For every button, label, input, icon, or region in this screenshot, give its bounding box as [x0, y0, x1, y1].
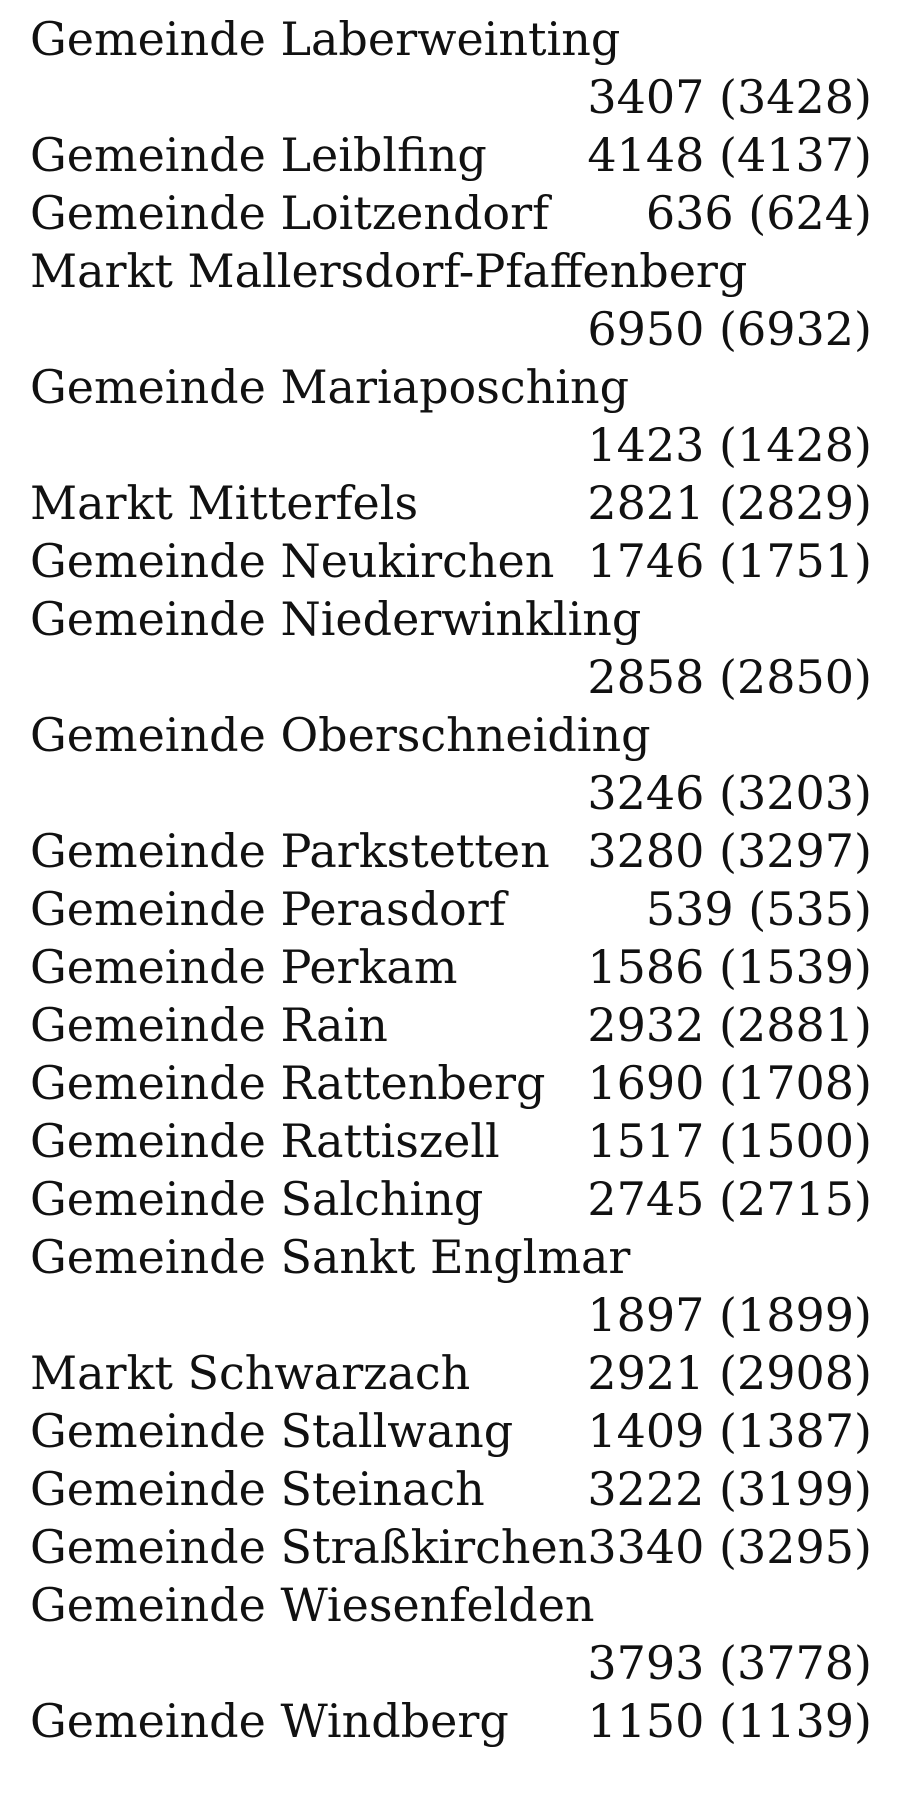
municipality-name: Gemeinde Rattenberg: [30, 1056, 546, 1110]
municipality-name: Gemeinde Parkstetten: [30, 824, 550, 878]
population-value: 3246 (3203): [587, 766, 872, 820]
municipality-name: Gemeinde Rattiszell: [30, 1114, 500, 1168]
list-item: [30, 358, 872, 416]
list-item: [30, 938, 872, 996]
municipality-name: Gemeinde Perasdorf: [30, 882, 506, 936]
population-value: 1586 (1539): [587, 940, 872, 994]
list-item: [30, 1402, 872, 1460]
municipality-name: Gemeinde Stallwang: [30, 1404, 514, 1458]
list-item: [30, 1112, 872, 1170]
list-item: [30, 1692, 872, 1750]
list-item: [30, 242, 872, 300]
municipality-name: Gemeinde Sankt Englmar: [30, 1230, 631, 1284]
population-value: 2932 (2881): [587, 998, 872, 1052]
municipality-name: Markt Mitterfels: [30, 476, 419, 530]
municipality-name: Gemeinde Perkam: [30, 940, 458, 994]
population-value: 1517 (1500): [587, 1114, 872, 1168]
municipality-name: Gemeinde Loitzendorf: [30, 186, 550, 240]
population-value: 1746 (1751): [587, 534, 872, 588]
population-value: 6950 (6932): [587, 302, 872, 356]
municipality-name: Gemeinde Rain: [30, 998, 388, 1052]
municipality-population-list: [30, 10, 872, 1750]
population-value: 2858 (2850): [587, 650, 872, 704]
population-value: 4148 (4137): [587, 128, 872, 182]
population-value: 2821 (2829): [587, 476, 872, 530]
list-item: [30, 10, 872, 68]
population-value: 1150 (1139): [587, 1694, 872, 1748]
municipality-name: Gemeinde Wiesenfelden: [30, 1578, 595, 1632]
population-value: 3222 (3199): [587, 1462, 872, 1516]
list-item: [30, 1518, 872, 1576]
list-item-continuation: [30, 1634, 872, 1692]
list-item: [30, 1576, 872, 1634]
population-value: 3280 (3297): [587, 824, 872, 878]
list-item: [30, 706, 872, 764]
list-item-continuation: [30, 764, 872, 822]
list-item: [30, 1054, 872, 1112]
municipality-name: Gemeinde Straßkirchen: [30, 1520, 588, 1574]
population-value: 636 (624): [645, 186, 872, 240]
municipality-name: Gemeinde Oberschneiding: [30, 708, 651, 762]
list-item: [30, 1228, 872, 1286]
population-value: 3407 (3428): [587, 70, 872, 124]
list-item-continuation: [30, 68, 872, 126]
municipality-name: Gemeinde Leiblfing: [30, 128, 487, 182]
municipality-name: Gemeinde Laberweinting: [30, 12, 621, 66]
population-value: 1690 (1708): [587, 1056, 872, 1110]
list-item: [30, 126, 872, 184]
list-item: [30, 1460, 872, 1518]
population-value: 1423 (1428): [587, 418, 872, 472]
list-item: [30, 184, 872, 242]
list-item: [30, 1170, 872, 1228]
municipality-name: Gemeinde Salching: [30, 1172, 484, 1226]
municipality-name: Gemeinde Windberg: [30, 1694, 509, 1748]
list-item: [30, 532, 872, 590]
population-value: 2921 (2908): [587, 1346, 872, 1400]
list-item-continuation: [30, 1286, 872, 1344]
population-value: 3793 (3778): [587, 1636, 872, 1690]
municipality-name: Markt Schwarzach: [30, 1346, 471, 1400]
list-item-continuation: [30, 416, 872, 474]
population-value: 539 (535): [645, 882, 872, 936]
municipality-name: Markt Mallersdorf-Pfaffenberg: [30, 244, 748, 298]
list-item: [30, 590, 872, 648]
list-item-continuation: [30, 648, 872, 706]
municipality-name: Gemeinde Mariaposching: [30, 360, 630, 414]
list-item: [30, 996, 872, 1054]
municipality-name: Gemeinde Neukirchen: [30, 534, 555, 588]
population-value: 3340 (3295): [587, 1520, 872, 1574]
list-item: [30, 822, 872, 880]
population-value: 2745 (2715): [587, 1172, 872, 1226]
municipality-name: Gemeinde Steinach: [30, 1462, 485, 1516]
population-value: 1897 (1899): [587, 1288, 872, 1342]
list-item: [30, 1344, 872, 1402]
list-item-continuation: [30, 300, 872, 358]
list-item: [30, 880, 872, 938]
list-item: [30, 474, 872, 532]
municipality-name: Gemeinde Niederwinkling: [30, 592, 642, 646]
population-value: 1409 (1387): [587, 1404, 872, 1458]
